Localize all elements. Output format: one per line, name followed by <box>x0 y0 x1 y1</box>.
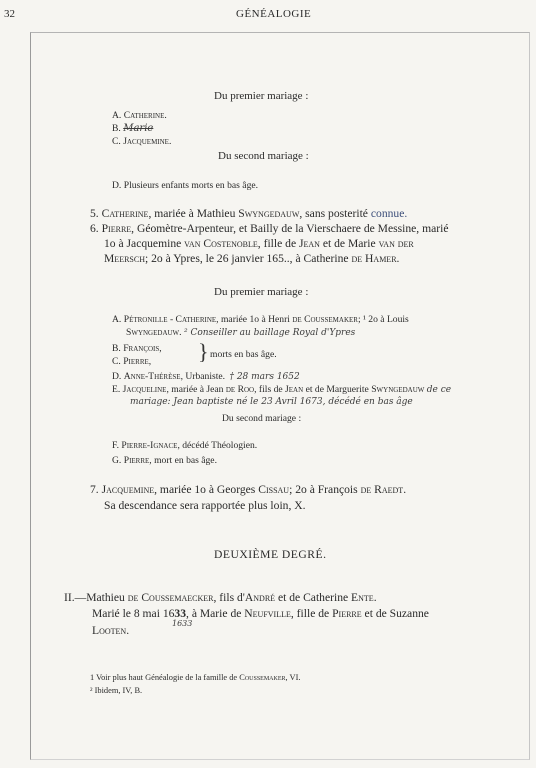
footnote-1: 1 Voir plus haut Généalogie de la famille de Coussemaker, VI. <box>90 673 301 682</box>
entry-6-line-1: 6. Pierre, Géomètre-Arpenteur, et Bailly de la Vierschaere de Messine, marié <box>90 222 449 235</box>
list-item: E. Jacqueline, mariée à Jean de Roo, fils de Jean et de Marguerite Swyngedauw de ce <box>112 384 452 395</box>
handwritten-year: 1633 <box>172 619 193 628</box>
list-item: D. Plusieurs enfants morts en bas âge. <box>112 180 259 191</box>
entry-6-line-3: Meersch; 2o à Ypres, le 26 janvier 165.., à Catherine de Hamer. <box>104 252 400 265</box>
brace: } <box>198 339 209 364</box>
list-item: B. Marie <box>112 123 154 134</box>
list-item: Swyngedauw. ² Conseiller au baillage Royal d'Ypres <box>126 327 356 338</box>
list-item: F. Pierre-Ignace, décédé Théologien. <box>112 440 258 451</box>
entry-2-line-1: II.—Mathieu de Coussemaecker, fils d'André et de Catherine Ente. <box>64 591 377 604</box>
list-item: B. François, <box>112 343 162 354</box>
footnote-2: ² Ibidem, IV, B. <box>90 686 143 695</box>
entry-7-line-2: Sa descendance sera rapportée plus loin, X. <box>104 499 306 512</box>
list-item: C. Jacquemine. <box>112 136 172 147</box>
heading-second-marriage-2: Du second mariage : <box>222 413 302 424</box>
entry-5: 5. Catherine, mariée à Mathieu Swyngedauw, sans posterité connue. <box>90 207 408 220</box>
entry-2-line-3: Looten. <box>92 624 130 637</box>
list-item: G. Pierre, mort en bas âge. <box>112 455 217 466</box>
degree-title: DEUXIÈME DEGRÉ. <box>214 548 327 561</box>
entry-7-line-1: 7. Jacquemine, mariée 1o à Georges Cissau; 2o à François de Raedt. <box>90 483 407 496</box>
heading-second-marriage-1: Du second mariage : <box>218 150 309 162</box>
list-item: C. Pierre, <box>112 356 152 367</box>
entry-6-line-2: 1o à Jacquemine van Costenoble, fille de Jean et de Marie van der <box>104 237 414 250</box>
handwritten-note: mariage: Jean baptiste né le 23 Avril 1673, décédé en bas âge <box>130 397 413 407</box>
heading-first-marriage-2: Du premier mariage : <box>214 286 309 298</box>
list-item: morts en bas âge. <box>210 349 277 360</box>
page-number: 32 <box>4 8 15 20</box>
list-item: A. Catherine. <box>112 110 167 121</box>
page-border <box>30 32 530 760</box>
list-item: A. Pétronille - Catherine, mariée 1o à Henri de Coussemaker; ¹ 2o à Louis <box>112 314 409 325</box>
heading-first-marriage-1: Du premier mariage : <box>214 90 309 102</box>
list-item: D. Anne-Thérèse, Urbaniste. † 28 mars 1652 <box>112 371 300 382</box>
running-title: GÉNÉALOGIE <box>236 8 312 20</box>
entry-2-line-2: Marié le 8 mai 1633, à Marie de Neufville, fille de Pierre et de Suzanne <box>92 607 429 620</box>
